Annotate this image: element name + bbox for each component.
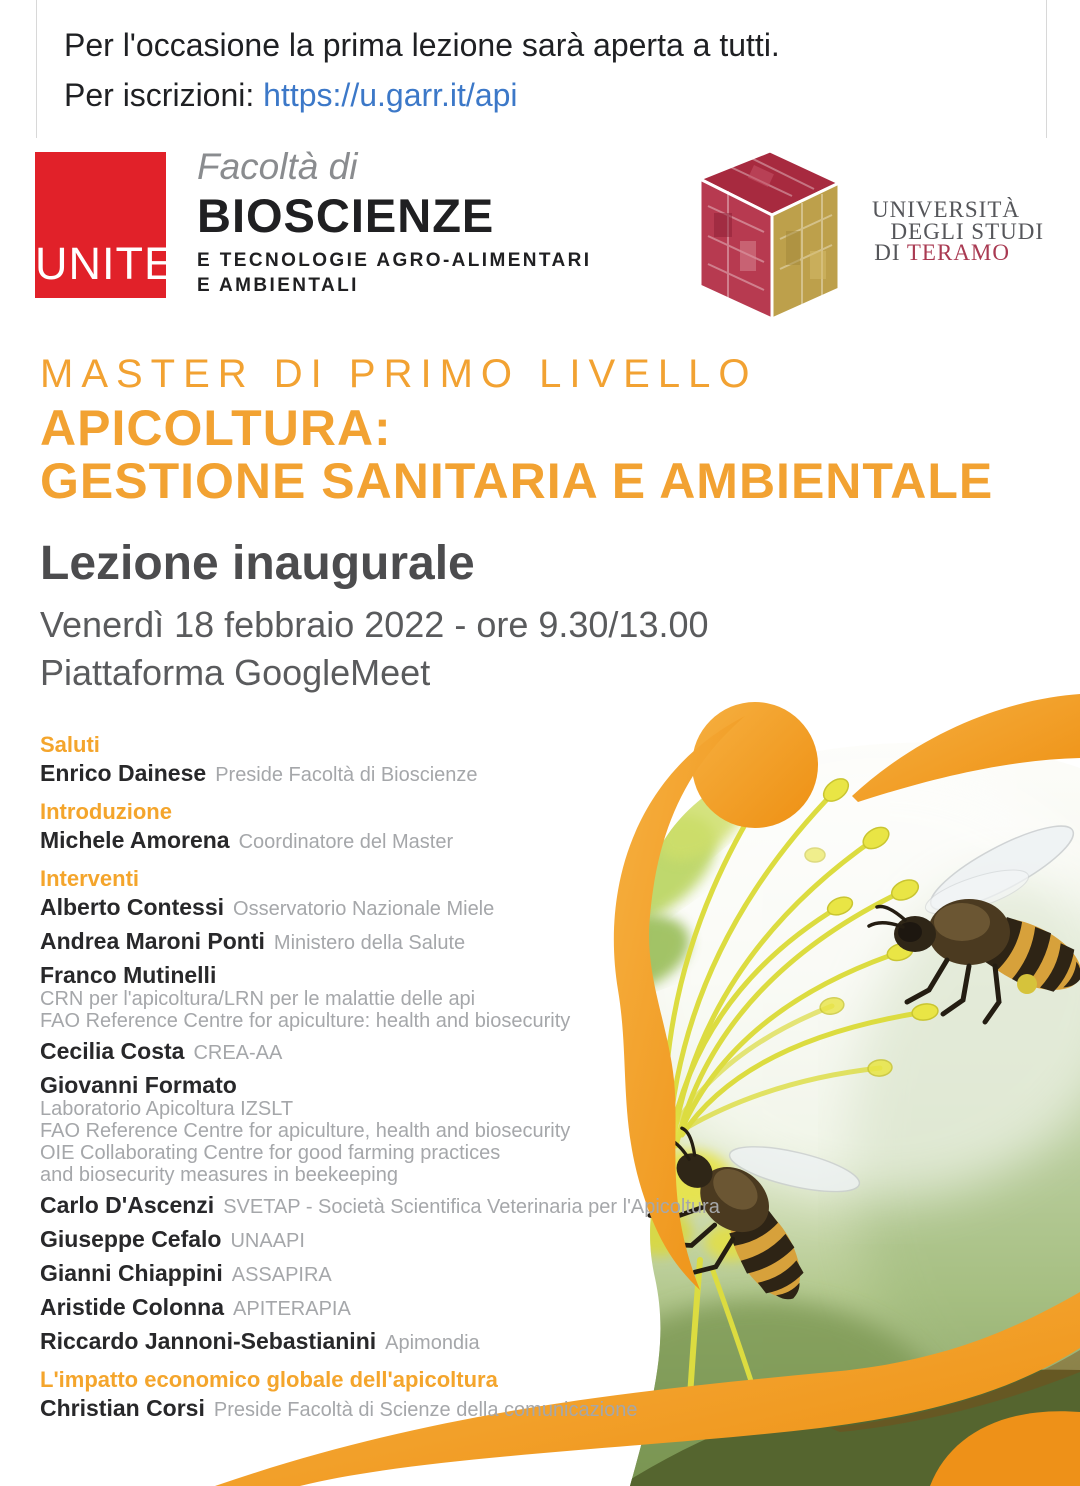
speaker-role: SVETAP - Società Scientifica Veterinaria per l'Apicoltura [223, 1196, 720, 1218]
speaker-role: CREA-AA [193, 1042, 283, 1064]
faculty-name: BIOSCIENZE [197, 189, 495, 242]
university-line1: UNIVERSITÀ [872, 197, 1020, 222]
program-entry [40, 1294, 740, 1322]
program-entry [40, 760, 740, 788]
program-entry [40, 1328, 740, 1356]
speaker-name: Carlo D'Ascenzi [40, 1192, 215, 1218]
program-entry [40, 1192, 740, 1220]
section-heading: Interventi [40, 866, 140, 891]
card-border-left [36, 0, 37, 138]
program-entry [40, 962, 740, 1032]
chat-message [64, 20, 780, 120]
speaker-role-line: FAO Reference Centre for apiculture, health and biosecurity [40, 1120, 571, 1142]
faculty-subtitle-1: E TECNOLOGIE AGRO-ALIMENTARI [197, 250, 592, 271]
chat-message-line2: Per iscrizioni: https://u.garr.it/api [64, 77, 518, 113]
speaker-name: Gianni Chiappini [40, 1260, 223, 1286]
speaker-role: Preside Facoltà di Scienze della comunicazione [213, 1399, 638, 1421]
section-heading: L'impatto economico globale dell'apicoltura [40, 1367, 498, 1392]
program-section-saluti [40, 733, 740, 788]
speaker-name: Riccardo Jannoni-Sebastianini [40, 1328, 377, 1354]
speaker-role: Preside Facoltà di Bioscienze [215, 764, 478, 786]
speaker-name: Andrea Maroni Ponti [40, 928, 265, 954]
speaker-name: Franco Mutinelli [40, 962, 217, 988]
unite-logo-text: UNITE [35, 238, 175, 289]
faculty-pre: Facoltà di [197, 146, 358, 187]
speaker-name: Enrico Dainese [40, 760, 207, 786]
program-entry [40, 1226, 740, 1254]
speaker-role: UNAAPI [230, 1230, 305, 1252]
speaker-role-line: OIE Collaborating Centre for good farming practices [40, 1142, 501, 1164]
chat-message-line1: Per l'occasione la prima lezione sarà aperta a tutti. [64, 27, 780, 63]
speaker-role: APITERAPIA [233, 1298, 351, 1320]
speaker-name: Christian Corsi [40, 1395, 205, 1421]
speaker-role-line: FAO Reference Centre for apiculture: health and biosecurity [40, 1010, 571, 1032]
university-line3: DI TERAMO [874, 240, 1010, 265]
speaker-role: Osservatorio Nazionale Miele [233, 898, 495, 920]
program-section-introduzione [40, 800, 740, 855]
university-line2: DEGLI STUDI [890, 218, 1044, 244]
program-entry [40, 1072, 740, 1186]
speaker-role: Apimondia [385, 1332, 480, 1354]
speaker-role-line: and biosecurity measures in beekeeping [40, 1164, 398, 1186]
speaker-role-line: Laboratorio Apicoltura IZSLT [40, 1098, 294, 1120]
program-entry [40, 1260, 740, 1288]
program-entry [40, 827, 740, 855]
program-entry [40, 1395, 740, 1423]
speaker-role: ASSAPIRA [231, 1264, 332, 1286]
program-entry [40, 928, 740, 956]
registration-link[interactable]: https://u.garr.it/api [263, 77, 518, 113]
poster-title-line1: APICOLTURA: [40, 400, 392, 456]
faculty-wordmark [197, 146, 591, 298]
university-cube-logo [682, 144, 844, 322]
faculty-subtitle-2: E AMBIENTALI [197, 275, 359, 296]
university-wordmark [840, 199, 1044, 264]
speaker-name: Aristide Colonna [40, 1294, 225, 1320]
speaker-role: Coordinatore del Master [238, 831, 454, 853]
program-entry [40, 894, 740, 922]
poster-title-line2: GESTIONE SANITARIA E AMBIENTALE [40, 453, 994, 509]
speaker-name: Alberto Contessi [40, 894, 225, 920]
event-datetime: Venerdì 18 febbraio 2022 - ore 9.30/13.00 [40, 604, 709, 645]
speaker-name: Giuseppe Cefalo [40, 1226, 222, 1252]
section-heading: Introduzione [40, 799, 172, 824]
event-platform: Piattaforma GoogleMeet [40, 652, 431, 693]
speaker-name: Michele Amorena [40, 827, 230, 853]
master-kicker: MASTER DI PRIMO LIVELLO [40, 352, 758, 396]
speaker-name: Giovanni Formato [40, 1072, 237, 1098]
university-teramo: TERAMO [906, 240, 1010, 265]
event-heading: Lezione inaugurale [40, 537, 475, 590]
program-section-interventi [40, 867, 740, 1356]
program-entry [40, 1038, 740, 1066]
program [40, 733, 740, 1435]
speaker-role-line: CRN per l'apicoltura/LRN per le malattie delle api [40, 988, 476, 1010]
program-section-impatto [40, 1368, 740, 1423]
speaker-name: Cecilia Costa [40, 1038, 185, 1064]
unite-logo [35, 152, 175, 298]
card-border-right [1046, 0, 1047, 138]
speaker-role: Ministero della Salute [273, 932, 466, 954]
section-heading: Saluti [40, 732, 100, 757]
